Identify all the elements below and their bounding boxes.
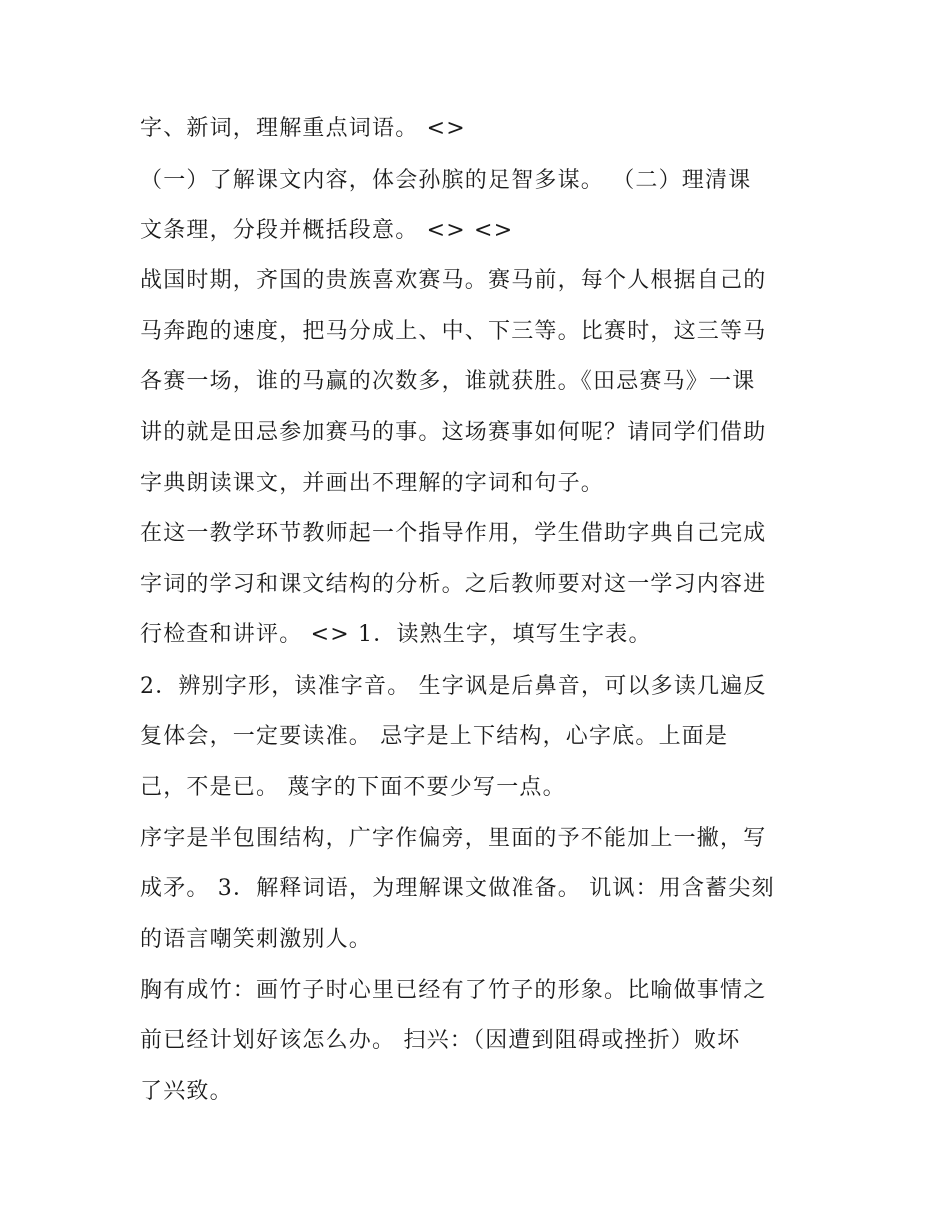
text-line: 前已经计划好该怎么办。 扫兴：（因遭到阻碍或挫折）败坏 (140, 1028, 741, 1053)
text-line: 序字是半包围结构，广字作偏旁，里面的予不能加上一撇，写 (140, 826, 767, 851)
text-line: 马奔跑的速度，把马分成上、中、下三等。比赛时，这三等马 (140, 319, 767, 344)
text-line: 了兴致。 (140, 1079, 233, 1104)
text-line: 在这一教学环节教师起一个指导作用，学生借助字典自己完成 (140, 521, 767, 546)
text-line: 的语言嘲笑刺激别人。 (140, 927, 373, 952)
text-line: 字典朗读课文，并画出不理解的字词和句子。 (140, 471, 605, 496)
text-line: 讲的就是田忌参加赛马的事。这场赛事如何呢？请同学们借助 (140, 420, 767, 445)
text-line: 战国时期，齐国的贵族喜欢赛马。赛马前，每个人根据自己的 (140, 268, 767, 293)
text-line: 胸有成竹：画竹子时心里已经有了竹子的形象。比喻做事情之 (140, 978, 767, 1003)
text-line: 己，不是已。 蔑字的下面不要少写一点。 (140, 775, 566, 800)
text-line: 行检查和讲评。 <> 1．读熟生字，填写生字表。 (140, 622, 652, 647)
text-line: （一）了解课文内容，体会孙膑的足智多谋。 （二）理清课 (140, 168, 752, 193)
text-line: 各赛一场，谁的马赢的次数多，谁就获胜。《田忌赛马》一课 (140, 369, 756, 394)
text-line: 文条理，分段并概括段意。 <> <> (140, 218, 514, 243)
text-line: 成矛。 3．解释词语，为理解课文做准备。 讥讽：用含蓄尖刻 (140, 876, 775, 901)
text-line: 2．辨别字形，读准字音。 生字讽是后鼻音，可以多读几遍反 (140, 674, 767, 699)
text-line: 复体会，一定要读准。 忌字是上下结构，心字底。上面是 (140, 724, 729, 749)
text-line: 字词的学习和课文结构的分析。之后教师要对这一学习内容进 (140, 572, 767, 597)
text-line: 字、新词，理解重点词语。 <> (140, 116, 466, 141)
